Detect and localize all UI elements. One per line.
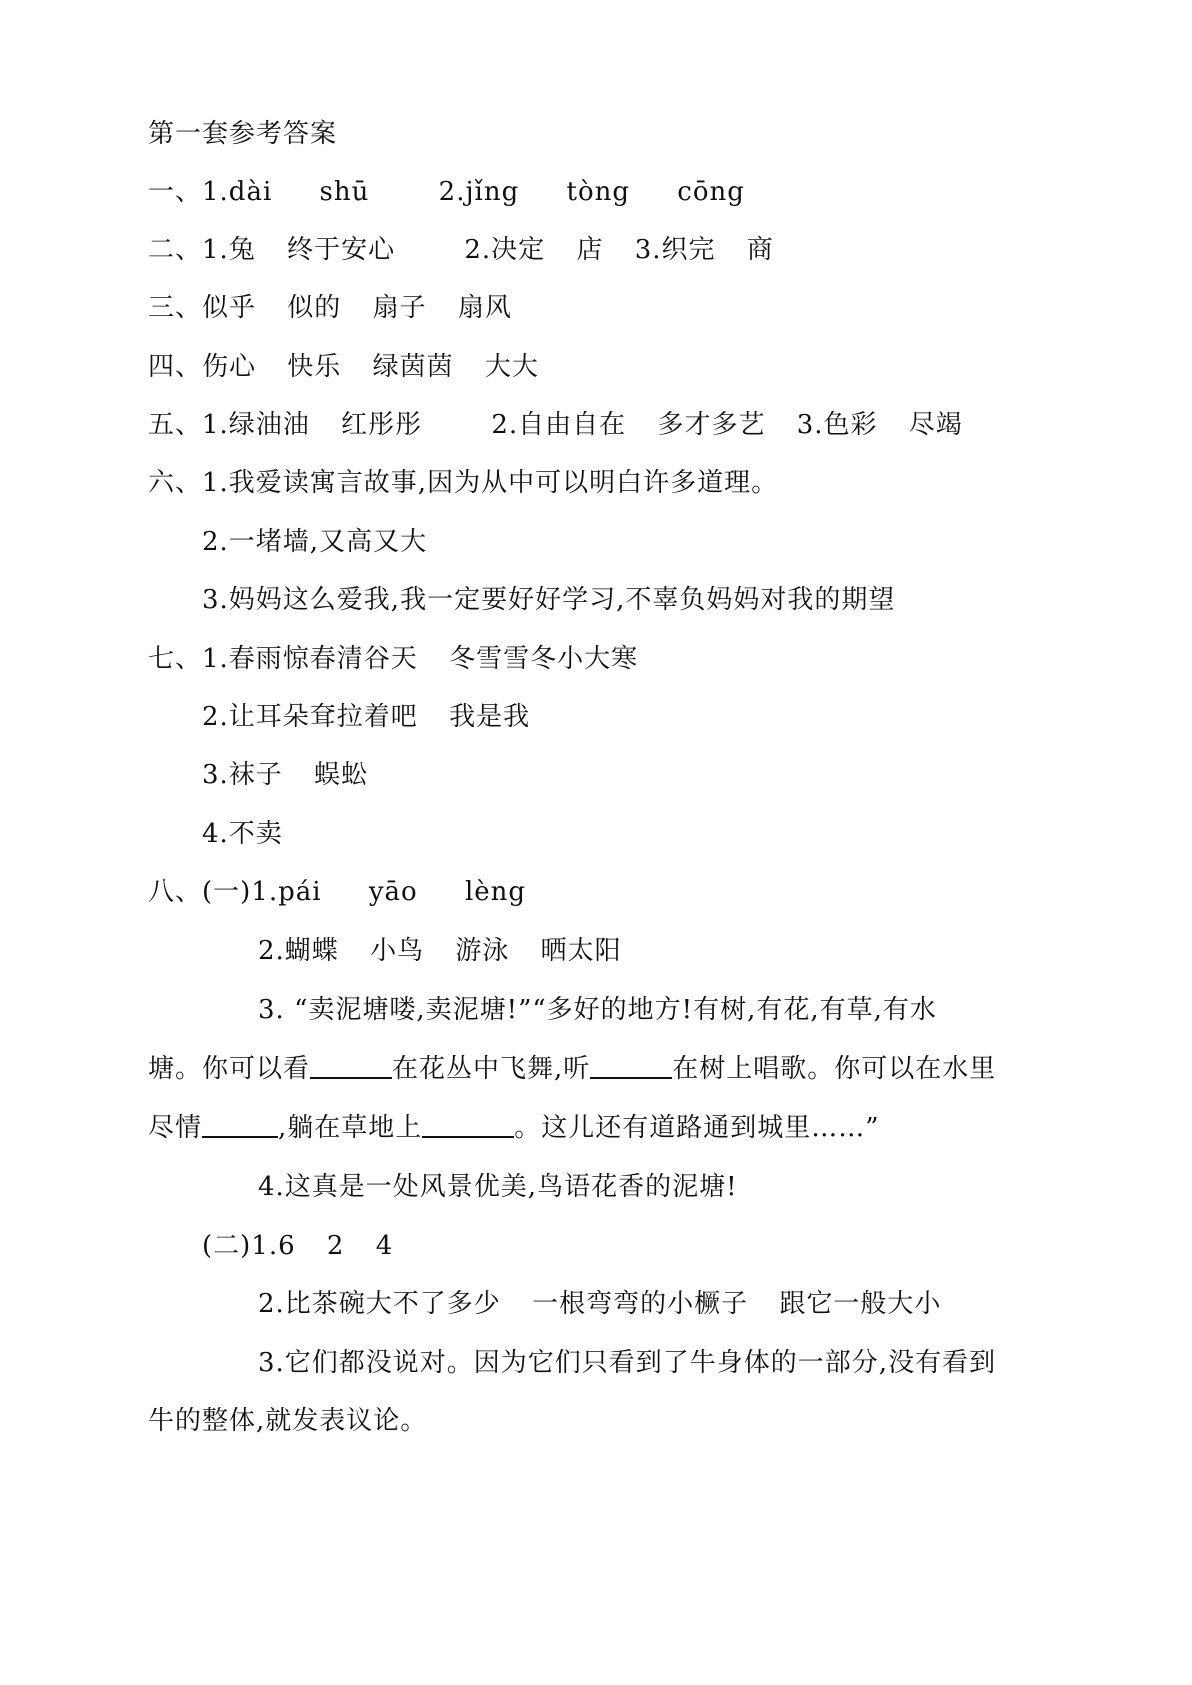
answer-text: 塘。你可以看 [148,1054,311,1084]
answer-text: 七、1.春雨惊春清谷天 [148,644,418,674]
answer-text: 绿茵茵 [372,352,454,382]
fill-blank [590,1053,672,1079]
answer-text: 在花丛中飞舞,听 [392,1054,591,1084]
answer-section-3 [148,292,512,324]
answer-text: 在树上唱歌。你可以在水里 [672,1054,997,1084]
answer-text: 3.袜子 [202,760,283,790]
page-title: 第一套参考答案 [148,119,338,149]
answer-text: 二、1.兔 [148,235,256,265]
answer-text: 大大 [484,352,539,382]
answer-section-1 [148,176,745,208]
answer-text: (二)1.6 [202,1231,296,1261]
answer-section-8-part-2-q1 [202,1230,393,1262]
answer-section-8-part-1-q1 [148,876,526,908]
answer-section-6-line-3: 3.妈妈这么爱我,我一定要好好学习,不辜负妈妈对我的期望 [202,585,896,615]
answer-text: 似的 [287,293,342,323]
answer-text: 快乐 [287,352,342,382]
answer-section-6-line-2: 2.一堵墙,又高又大 [202,527,428,557]
fill-blank [202,1112,278,1138]
answer-section-6-line-1: 六、1.我爱读寓言故事,因为从中可以明白许多道理。 [148,468,779,498]
answer-text: ,躺在草地上 [278,1113,423,1143]
answer-text: 跟它一般大小 [779,1289,942,1319]
answer-text: 2 [326,1231,345,1261]
answer-section-8-part-2-q2 [258,1288,941,1320]
answer-text: 红彤彤 [341,410,423,440]
answer-section-4 [148,351,539,383]
answer-text: 2.决定 [464,235,546,265]
answer-text: 2.jǐng [438,177,520,207]
fill-blank [310,1053,392,1079]
answer-section-7-line-1 [148,643,638,675]
answer-text: 2.自由自在 [491,410,627,440]
answer-section-8-part-1-q3-line-3 [148,1112,880,1144]
answer-text: 2.让耳朵耷拉着吧 [202,702,418,732]
answer-text: 店 [576,235,604,265]
answer-text: 。这儿还有道路通到城里……” [514,1113,880,1143]
answer-section-7-line-4: 4.不卖 [202,819,283,849]
answer-text: 八、(一)1.pái [148,877,322,907]
answer-section-8-part-1-q2 [258,935,622,967]
answer-section-8-part-1-q3-line-2 [148,1053,996,1085]
answer-text: 2.蝴蝶 [258,936,339,966]
answer-text: 3.织完 [634,235,716,265]
answer-text: 多才多艺 [657,410,766,440]
answer-text: 商 [746,235,774,265]
answer-section-8-part-2-q3-line-1: 3.它们都没说对。因为它们只看到了牛身体的一部分,没有看到 [258,1348,997,1378]
answer-text: 扇风 [457,293,512,323]
answer-text: 游泳 [455,936,510,966]
answer-section-5 [148,409,963,441]
answer-text: 蜈蚣 [314,760,369,790]
answer-text: tòng [566,177,630,207]
answer-section-8-part-1-q3-line-1: 3. “卖泥塘喽,卖泥塘!”“多好的地方!有树,有花,有草,有水 [258,995,937,1025]
answer-text: lèng [464,877,527,907]
answer-text: 扇子 [372,293,427,323]
answer-text: 终于安心 [287,235,396,265]
answer-section-8-part-1-q4: 4.这真是一处风景优美,鸟语花香的泥塘! [258,1172,738,1202]
answer-text: 尽竭 [908,410,963,440]
answer-text: 4 [375,1231,394,1261]
answer-text: 尽情 [148,1113,203,1143]
answer-text: 四、伤心 [148,352,257,382]
answer-text: 2.比茶碗大不了多少 [258,1289,501,1319]
answer-text: 我是我 [449,702,531,732]
answer-text: 五、1.绿油油 [148,410,310,440]
answer-text: yāo [368,877,418,907]
answer-text: 3.色彩 [796,410,878,440]
answer-section-7-line-2 [202,701,530,733]
answer-section-8-part-2-q3-line-2: 牛的整体,就发表议论。 [148,1406,428,1436]
answer-text: 小鸟 [370,936,425,966]
answer-text: 一、1.dài [148,177,273,207]
answer-text: 一根弯弯的小橛子 [532,1289,749,1319]
answer-section-7-line-3 [202,759,368,791]
answer-text: 晒太阳 [540,936,622,966]
answer-text: 冬雪雪冬小大寒 [449,644,639,674]
answer-text: shū [319,177,370,207]
answer-text: 三、似乎 [148,293,257,323]
fill-blank [422,1112,514,1138]
answer-section-2 [148,234,774,266]
answer-text: cōng [677,177,745,207]
